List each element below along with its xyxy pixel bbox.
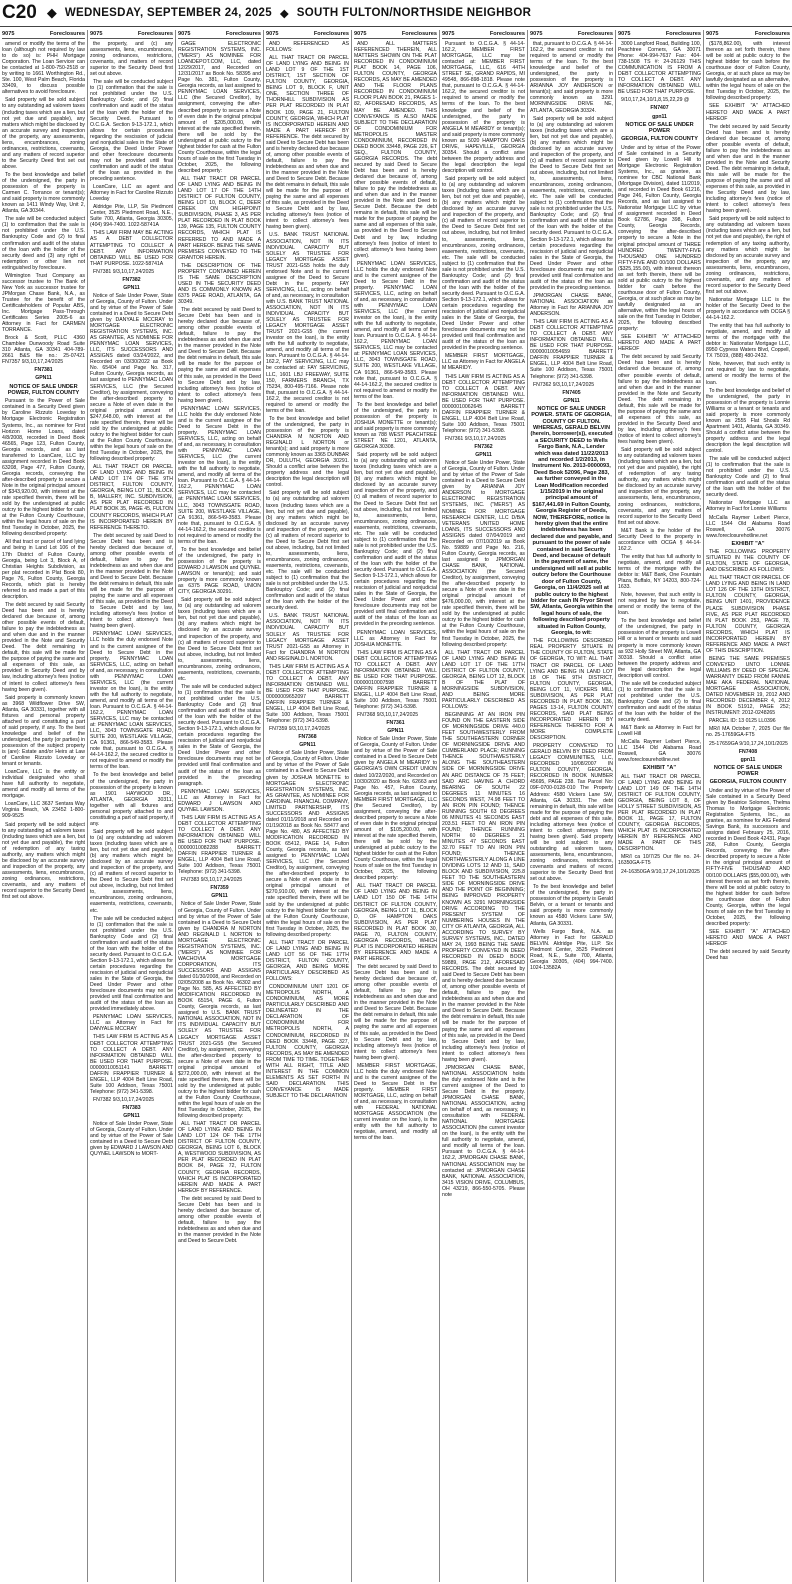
notice-paragraph: Said property will be sold subject to (a) any outstanding ad valorem taxes (including taxes which are a lien, but not yet due and payable), (b) any matters which might be disclosed by an accurate survey and inspection of the property, and (c) all matters of record superior to the Deed to Secure Debt first set out above, including, but not limited to, assessments, liens, encumbrances, zoning ordinances, easements, restrictions, covenants, etc. [178,597,261,682]
notice-paragraph: THE DESCRIPTION OF THE PROPERTY CONTAINED HEREIN IS THE SAME DESCRIPTION USED IN THE SECURITY DEED AND IS COMMONLY KNOWN AS 6375 PAGE ROAD, ATLANTA, GA 30349. [178,262,261,305]
notice-paragraph: The sale will be conducted subject to (1) confirmation that the sale is not prohibited under the U.S. Bankruptcy Code; and (2) final confirmation and audit of the status of the loan with the holder of the Security Deed. Pursuant to O.C.G.A. Section 9-13-172.1, which allows for certain procedures regarding the rescission of judicial and nonjudicial sales in the State of Georgia, the Deed Under Power and other foreclosure documents may not be provided until final confirmation and audit of the status of the loan as provided in the preceding sentence. [90,79,173,183]
notice-paragraph: Notice of Sale Under Power, State of Georgia, County of Fulton. Under and by virtue of the Power of Sale contained in a Deed to Secure Debt given by DANYALE MCCRAY to MORTGAGE ELECTRONIC REGISTRATION SYSTEMS, INC. AS GRANTEE, AS NOMINEE FOR PENNYMAC LOAN SERVICES, LLC, ITS SUCCESSORS AND ASSIGNS dated 03/24/2022, and Recorded on 03/30/2022 as Book No. 65404 and Page No. 317, Fulton County, Georgia records, as last assigned to PENNYMAC LOAN SERVICES, LLC (the Secured Creditor), by assignment, conveying the after-described property to secure a Note of even date in the original principal amount of $247,648.00, with interest at the rate specified therein, there will be sold by the undersigned at public outcry to the highest bidder for cash at the Fulton County Courthouse, within the legal hours of sale on the first Tuesday in October, 2025, the following described property: [90,292,173,463]
notice-paragraph: ALL THAT TRACT OR PARCEL OF LAND LYING AND BEING IN LAND LOT 174 OF THE 9TH DISTRICT, FULTON COUNTY, GEORGIA, BEING LOT 11, BLOCK B, MALLERY, INC. SUBDIVISION, AS PER PLAT RECORDED IN PLAT BOOK 35, PAGE 45, FULTON COUNTY RECORDS, WHICH PLAT IS INCORPORATED HEREIN BY REFERENCE THERETO. [90,464,173,531]
notice-paragraph: FN7381 9/3,10,17,24/2025 [93,268,155,275]
column-body [530,41,613,971]
notice-title: GEORGIA, FULTON COUNTY [621,136,698,143]
page-number: C20 [2,2,37,23]
notice-paragraph: To the best knowledge and belief of the undersigned, the party in possession of the property is CHANDRA M NORTON AND REGINALD L NORTON or tenant(s); and said property is more commonly known as 3365 DUNBAR DR, DULUTH, GEORGIA 30291. Should a conflict arise between the property address and the legal description the legal description will control. [266,415,349,489]
notice-paragraph: Said property will be sold subject to any outstanding ad valorem taxes (including taxes which are a lien, but not yet due and payable), the right of redemption of any taxing authority, any matters which might be disclosed by an accurate survey and inspection of the property, any assessments, liens, encumbrances, zoning ordinances, restrictions, covenants, and any matters of record superior to the Security Deed first set out above. [706,216,790,295]
notice-paragraph: FN7383 9/3,10,17,24/2025 [181,877,243,884]
diamond-icon: ◆ [46,5,57,20]
notice-paragraph: MEMBER FIRST MORTGAGE, LLC holds the duly endorsed Note and is the current assignee of the Deed to Secure Debt in the property. MEMBER FIRST MORTGAGE, LLC, acting on behalf of and, as necessary, in consultation with FEDERAL NATIONAL MORTGAGE ASSOCIATION (the current investor on the loan), is the entity with the full authority to negotiate, amend, and modify all terms of the loan. [354,1062,437,1142]
notice-id: FN7362 [474,444,493,451]
column-body [354,41,437,1141]
notice-paragraph: THIS LAW FIRM IS ACTING AS A DEBT COLLECTOR ATTEMPTING TO COLLECT A DEBT. ANY INFORMATION OBTAINED WILL BE USED FOR THAT PURPOSE. 00000010051141 BARRETT DAFFIN FRAPPIER TURNER & ENGEL, LLP 4004 Belt Line Road, Suite 100 Addison, Texas 75001 Telephone: (972) 341-5398. [90,1034,173,1095]
notice-paragraph: THE FOLLOWING DESCRIBED REAL PROPERTY SITUATE IN THE COUNTY OF FULTON, STATE OF GEORGIA, TO WIT: ALL THAT TRACT OR PARCEL OF LAND LYING AND BEING IN LAND LOT 18 OF THE 9TH DISTRICT, FULTON COUNTY, GEORGIA, BEING LOT 11, VICKERS MILL SUBDIVISION, AS PER PLAT RECORDED IN PLAT BOOK 136, PAGES 13-14, FULTON COUNTY RECORDS, SAID PLAT BEING INCORPORATED HEREIN BY REFERENCE THERETO FOR A MORE COMPLETE DESCRIPTION. [530,638,613,742]
notice-paragraph: To the best knowledge and belief of the undersigned, the party in possession of the property is Gerald Belvin, or a tenant or tenants and said property is more commonly known as 4580 Vickers Lane SW, Atlanta, GA 30331. [530,884,613,927]
column-header [442,30,525,39]
notice-paragraph: BEGINNING AT AN IRON PIN FOUND ON THE EASTERN SIDE OF MORNINGSIDE DRIVE 440.0 FEET SOUTHWESTERLY FROM THE SOUTHEASTERN CORNER OF MORNINGSIDE DRIVE AND CUMBERLAND PLACE; RUNNING THENCE SOUTHWESTERLY ALONG THE SOUTHEASTERN SIDE OF MORNINGSIDE DRIVE AN ARC DISTANCE OF 75 FEET; SAID ARC HAVING A CHORD BEARING OF SOUTH 22 DEGREES 11 MINUTES 16 SECONDS WEST, 74.98 FEET TO AN IRON PIN FOUND; THENCE RUNNING SOUTH 63 DEGREES 06 MINUTES 41 SECONDS EAST 203.51 FEET TO AN IRON PIN FOUND; THENCE RUNNING NORTH 60 DEGREES 21 MINUTES 47 SECONDS EAST 32.70 FEET TO AN IRON PIN FOUND; THENCE NORTHWESTERLY ALONG A LINE DIVIDING LOTS 12 AND 11, SAID BLOCK AND SUBDIVISION, 225.8 FEET TO THE SOUTHEASTERN SIDE OF MORNINGSIDE DRIVE AND THE POINT OF BEGINNING; BEING IMPROVED PROPERTY KNOWN AS 3291 MORNINGSIDE DRIVE ACCORDING TO THE PRESENT SYSTEM OF NUMBERING HOUSES IN THE CITY OF ATLANTA, GEORGIA, ALL ACCORDING TO SURVEY BY SURVEY SYSTEMS, INC., DATED MAY 24, 1993 BEING THE SAME PROPERTY CONVEYED IN DEED RECORDED IN DEED BOOK 59889, PAGE 212, AFORESAID RECORDS. The debt secured by said Deed to Secure Debt has been and is hereby declared due because of, among other possible events of default, failure to pay the indebtedness as and when due and in the manner provided in the Note and Deed to Secure Debt. Because the debt remains in default, this sale will be made for the purpose of paying the same and all expenses of this sale, as provided in the Deed to Secure Debt and by law, including attorney's fees (notice of intent to collect attorney's fees having been given). [442,712,525,1063]
category-code: 9075 [90,31,103,37]
category-code: 9075 [178,31,191,37]
column-body [178,41,261,1244]
notice-paragraph: LoanCare, LLC 3637 Sentara Way Virginia Beach, VA 23452 1-800-909-9525 [2,801,85,820]
notice-paragraph: ALL THAT TRACT OR PARCEL OF LAND LYING AND BEING IN LAND LOT 124 OF THE 17TH DISTRICT OF FULTON COUNTY, GEORGIA, BEING LOT 6, BLOCK A, WESTWOOD SUBDIVISION, AS PER PLAT RECORDED IN PLAT BOOK 84, PAGE 72, FULTON COUNTY, GEORGIA RECORDS, WHICH PLAT IS INCORPORATED HEREIN AND MADE A PART HEREOF BY REFERENCE. [178,1121,261,1194]
notice-paragraph: JPMORGAN CHASE BANK, NATIONAL ASSOCIATION as Attorney in Fact for ARIANNA JOY ANDERSON. [530,292,613,318]
column-header [354,30,437,39]
notice-paragraph: FN7362 9/3,10,17,24/2025 [533,381,595,388]
notice-paragraph: Wilmington Trust Company as successor trustee to The Bank of New York as successor trustee for JPMorgan Chase Bank, N.A., as Trustee for the benefit of the Certificateholders of Popular ABS, Inc. Mortgage Pass-Through Certificates Series 2005-6 as Attorney in Fact for CARMEN TORRANCE. [2,272,85,334]
notice-id: gpn11 [652,113,667,120]
notice-column [528,30,616,1582]
notice-paragraph: The debt secured by said Deed to Secure Debt has been and is hereby declared due because of, among other possible events of default, failure to pay the indebtedness as and when due and in the manner provided in the Note and Deed to Secure Debt. Because the debt remains in default, this sale will be made for the purpose of paying the same and all expenses of this sale, as provided in the Deed to Secure Debt and by law, including attorney's fees (notice of intent to collect attorney's fees having been given). [354,963,437,1061]
notice-paragraph: M&T Bank as Attorney in Fact for Lowell Hill [618,725,701,738]
notice-paragraph: Said property will be sold subject to (a) any outstanding ad valorem taxes (including taxes which are a lien, but not yet due and payable), (b) any matters which might be disclosed by an accurate survey and inspection of the property, and (c) all matters of record superior to the Deed to Secure Debt first set out above, including, but not limited to, assessments, liens, encumbrances, zoning ordinances, easements, restrictions, covenants, etc. The sale will be conducted subject to (1) confirmation that the sale is not prohibited under the U.S. Bankruptcy Code; and (2) final confirmation and audit of the status of the loan with the holder of the security deed. Pursuant to O.C.G.A. Section 9-13-172.1, which allows for certain procedures regarding the rescission of judicial and nonjudicial sales in the State of Georgia, the Deed Under Power and other foreclosure documents may not be provided until final confirmation and audit of the status of the loan as provided in the preceding sentence. [530,115,613,291]
category-label: Foreclosures [754,31,790,37]
notice-paragraph: FN7382 9/3,10,17,24/2025 [93,1096,155,1103]
notice-column [264,30,352,1582]
notice-paragraph: THIS LAW FIRM IS ACTING AS A DEBT COLLECTOR ATTEMPTING TO COLLECT A DEBT. ANY INFORMATION OBTAINED WILL BE USED FOR THAT PURPOSE. 00000010054659 BARRETT DAFFIN FRAPPIER TURNER & ENGEL, LLP 4004 Belt Line Road, Suite 100 Addison, Texas 75001 Telephone: (972) 341-5398. [530,319,613,380]
notice-paragraph: The sale will be conducted subject (1) to confirmation that the sale is not prohibited under the U.S. Bankruptcy Code and (2) to final confirmation and audit of the status of the loan with the holder of the security deed. [706,456,790,499]
notice-paragraph: Said property will be sold subject to (a) any outstanding ad valorem taxes (including taxes which are a lien, but not yet due and payable), (b) any matters which might be disclosed by an accurate survey and inspection of the property, and (c) all matters of record superior to the Deed to Secure Debt first set out above, including, but not limited to, assessments, liens, encumbrances, zoning ordinances, easements, restrictions, covenants, etc. The sale will be conducted subject to (1) confirmation that the sale is not prohibited under the U.S. Bankruptcy Code; and (2) final confirmation and audit of the status of the loan with the holder of the security deed. Pursuant to O.C.G.A. Section 9-13-172.1, which allows for certain procedures regarding the rescission of judicial and nonjudicial sales in the State of Georgia, the Deed Under Power and other foreclosure documents may not be provided until final confirmation and audit of the status of the loan as provided in the preceding sentence. [354,452,437,628]
notice-id: FN7405 [562,389,581,396]
notice-paragraph: PARCEL ID: 13 0125 LL0396 [709,718,776,725]
notice-column [176,30,264,1582]
diamond-separator-icon: ◆ [279,8,289,20]
column-body [2,41,85,900]
notice-paragraph: THIS LAW FIRM MAY BE ACTING AS A DEBT COLLECTOR ATTEMPTING TO COLLECT A DEBT. ANY INFORMATION OBTAINED WILL BE USED FOR THAT PURPOSE. 1022-58741A [90,230,173,267]
notice-paragraph: 24-16350GA 9/10,17,24,10/1/2025 [621,868,700,875]
notice-id: GPN11 [35,375,52,382]
notice-paragraph: Notice of Sale Under Power, State of Georgia, County of Fulton. Under and by virtue of the Power of Sale contained in a Deed to Secure Debt given by EDWARD J LAWSON AND QUYNEL LAWSON to MORT- [90,1121,173,1158]
notice-paragraph: SEE EXHIBIT "A" ATTACHED HERETO AND MADE A PART HEREOF [618,334,701,353]
column-body [90,41,173,1157]
notice-paragraph: JPMORGAN CHASE BANK, NATIONAL ASSOCIATION holds the duly endorsed Note and is the current assignee of the Deed to Secure Debt in the property. JPMORGAN CHASE BANK, NATIONAL ASSOCIATION, acting on behalf of and, as necessary, in consultation with FEDERAL NATIONAL MORTGAGE ASSOCIATION (the current investor on the loan), is the entity with the full authority to negotiate, amend, and modify all terms of the loan. Pursuant to O.C.G.A. § 44-14-162.2, JPMORGAN CHASE BANK, NATIONAL ASSOCIATION may be contacted at: JPMORGAN CHASE BANK, NATIONAL ASSOCIATION, 3415 VISION DRIVE, COLUMBUS, OH 43219, 866-550-5705. Please note [442,1064,525,1198]
notice-id: FN7382 [122,276,141,283]
notice-paragraph: The sale will be conducted subject to (1) confirmation that the sale is not prohibited under the U.S. Bankruptcy Code and (2) final confirmation and audit of the status of the loan with the holder of the security deed. Pursuant to O.C.G.A. Section 9-13-172.1, which allows for certain procedures regarding the rescission of judicial and nonjudicial sales in the State of Georgia, the Deed Under Power and other foreclosure documents may not be provided until final confirmation and audit of the status of the loan as provided immediately above. [90,915,173,1013]
notice-paragraph: SEE EXHIBIT "A" ATTACHED HERETO AND MADE A PART HEREOF [706,103,790,122]
notice-id: FN7361 [386,720,405,727]
notice-column [0,30,88,1582]
notice-paragraph: Notice of Sale Under Power, State of Georgia, County of Fulton. Under and by virtue of the Power of Sale contained in a Deed to Secure Debt given by CHANDRA M NORTON AND REGINALD L NORTON to MORTGAGE ELECTRONIC REGISTRATION SYSTEMS, INC. ("MERS") AS NOMINEE FOR WACHOVIA MORTGAGE CORPORATION, ITS SUCCESSORS AND ASSIGNS dated 01/30/2008, and Recorded on 02/05/2008 as Book No. 46302 and Page No. 585, AS AFFECTED BY MODIFICATION RECORDED IN BOOK 65154, PAGE 6, Fulton County, Georgia records, as last assigned to U.S. BANK TRUST NATIONAL ASSOCIATION, NOT IN ITS INDIVIDUAL CAPACITY BUT SOLELY AS TRUSTEE FOR LEGACY MORTGAGE ASSET TRUST 2021-GS5 (the Secured Creditor), by assignment, conveying the after-described property to secure a Note of even date in the original principal amount of $272,000.00, with interest at the rate specified therein, there will be sold by the undersigned at public outcry to the highest bidder for cash at the Fulton County Courthouse, within the legal hours of sale on the first Tuesday in October, 2025, the following described property: [178,901,261,1120]
category-code: 9075 [2,31,15,37]
notice-title: GEORGIA, FULTON COUNTY [709,779,787,786]
category-label: Foreclosures [49,31,85,37]
notice-paragraph: U.S. BANK TRUST NATIONAL ASSOCIATION, NOT IN ITS INDIVIDUAL CAPACITY BUT SOLELY AS TRUSTEE FOR LEGACY MORTGAGE ASSET TRUST 2021-GS5 holds the duly endorsed Note and is the current assignee of the Deed to Secure Debt in the property. FAY SERVICING, LLC, acting on behalf of and, as necessary, in consultation with U.S. BANK TRUST NATIONAL ASSOCIATION, NOT IN ITS INDIVIDUAL CAPACITY BUT SOLELY AS TRUSTEE FOR LEGACY MORTGAGE ASSET TRUST 2021-GS5 (the current investor on the loan), is the entity with the full authority to negotiate, amend, and modify all terms of the loan. Pursuant to O.C.G.A. § 44-14-162.2, FAY SERVICING, LLC may be contacted at: FAY SERVICING, LLC, 1601 LBJ FREEWAY, SUITE 150, FARMERS BRANCH, TX 75234, 800-495-7166. Please note that, pursuant to O.C.G.A. § 44-14-162.2, the secured creditor is not required to amend or modify the terms of the loan. [266,232,349,414]
notice-title: EXHIBIT "A" [731,540,765,547]
notice-paragraph: Pursuant to O.C.G.A. § 44-14-162.2, MEMBER FIRST MORTGAGE, LLC may be contacted at: MEMBER FIRST MORTGAGE, LLC, 616 44TH STREET SE, GRAND RAPIDS, MI 49548, 866-898-1818. Please note that, pursuant to O.C.G.A. § 44-14-162.2, the secured creditor is not required to amend or modify the terms of the loan. To the best knowledge and belief of the undersigned, the party in possession of the property is ANGELA M MEARIDY or tenant(s); and said property is more commonly known as 5020 HAMPTON OAKS DRIVE, HAPEVILLE, GEORGIA 30354. Should a conflict arise between the property address and the legal description the legal description will control. [442,41,525,174]
notice-paragraph: Said property will be sold subject to any outstanding ad valorem taxes (including taxes which are a lien, but not yet due and payable), the right of redemption of any taxing authority, any matters which might be disclosed by an accurate survey and inspection of the property, any assessments, liens, encumbrances, zoning ordinances, restrictions, covenants, and any matters of record superior to the Security Deed first set out above. [2,821,85,901]
notice-paragraph: Notice of Sale Under Power, State of Georgia, County of Fulton. Under and by virtue of the Power of Sale contained in a Deed to Secure Debt given by ANGELA M MEARIDY to GEORGIA'S OWN CREDIT UNION dated 10/22/2020, and Recorded on 10/30/2020 as Book No. 62663 and Page No. 457, Fulton County, Georgia records, as last assigned to MEMBER FIRST MORTGAGE, LLC (the Secured Creditor), by assignment, conveying the after-described property to secure a Note of even date in the original principal amount of $105,200.00, with interest at the rate specified therein, there will be sold by the undersigned at public outcry to the highest bidder for cash at the Fulton County Courthouse, within the legal hours of sale on the first Tuesday in October, 2025, the following described property: [354,736,437,882]
category-label: Foreclosures [401,31,437,37]
notice-paragraph: CONDOMINIUM UNIT 1201 OF METROPOLIS NORTH, A CONDOMINIUM, AS MORE PARTICULARLY DESCRIBED AND DELINEATED IN THE DECLARATION OF CONDOMINIUM FOR METROPOLIS NORTH, A CONDOMINIUM, RECORDED IN DEED BOOK 33448, PAGE 327, FULTON COUNTY, GEORGIA RECORDS, AS MAY BE AMENDED FROM TIME TO TIME. TOGETHER WITH ALL RIGHT, TITLE AND INTEREST IN THE COMMON ELEMENTS AS SET FORTH IN SAID DECLARATION. THIS CONVEYANCE IS MADE SUBJECT TO THE DECLARATION [266,984,349,1099]
notice-paragraph: The entity that has full authority to negotiate, amend, and modify all terms of the mortgage with the debtor is: Nationstar Mortgage LLC, 8950 Cypress Waters Blvd, Coppell, TX 75019, (888) 480-2432. [706,323,790,360]
notice-title: NOTICE OF SALE UNDER POWER [625,121,694,134]
notice-paragraph: PENNYMAC LOAN SERVICES, LLC as Attorney in Fact for DANYALE MCCRAY [90,1014,173,1033]
notice-paragraph: McCalla Raymer Leibert Pierce, LLC 1544 Old Alabama Road Roswell, GA 30076 www.foreclosurehotline.net [618,739,701,764]
notice-paragraph: Note, however, that such entity is not required by law to negotiate, amend or modify the terms of the loan. [618,592,701,617]
notice-id: GPN11 [475,452,492,459]
notice-paragraph: To the best knowledge and belief of the undersigned, the party in possession of the property is Lonnie Williams or a tenant or tenants and said property is more commonly known as 2555 Flat Shoals Rd Apartment 1401, Atlanta, GA 30349. Should a conflict arise between the property address and the legal description the legal description will control. [706,387,790,455]
notice-paragraph: Wells Fargo Bank, N.A. as Attorney in Fact for GERALD BELVIN. Aldridge Pite, LLP. Six Piedmont Center, 3525 Piedmont Road, N.E., Suite 700, Atlanta, Georgia 30305, (404) 994-7400. 1024-13582A [530,928,613,971]
legal-notice-columns [0,30,792,1582]
notice-paragraph: The debt secured by said Deed to Secure Debt has been and is hereby declared due because of, among other possible events of default, failure to pay the indebtedness as and when due and in the manner provided in the Note and Deed to Secure Debt. [178,1195,261,1245]
notice-paragraph: LoanCare, LLC is the entity or individual designated who shall have full authority to negotiate, amend and modify all terms of the mortgage. [2,769,85,800]
notice-id: GPN11 [299,742,316,749]
issue-date: WEDNESDAY, SEPTEMBER 24, 2025 [64,7,272,19]
notice-paragraph: Said property will be sold subject to (a) any outstanding ad valorem taxes (including taxes which are a lien, but not yet due and payable), (b) any matters which might be disclosed by an accurate survey and inspection of the property, and (c) all matters of record superior to the Deed to Secure Debt first set out above, including, but not limited to, assessments, liens, encumbrances, zoning ordinances, easements, restrictions, covenants, etc. The sale will be conducted subject to (1) confirmation that the sale is not prohibited under the U.S. Bankruptcy Code; and (2) final confirmation and audit of the status of the loan with the holder of the security deed. [266,490,349,612]
notice-paragraph: ALL THAT TRACT OR PARCEL OF LAND LYING AND BEING IN LAND LOT 9 OF THE 1ST DISTRICT, 1ST SECTION OF FULTON COUNTY, GEORGIA, BEING LOT 9, BLOCK F, UNIT ONE, SECTION THREE OF THORNHILL SUBDIVISION AS PER PLAT RECORDED IN PLAT BOOK 109, PAGE 21, FULTON COUNTY, GEORGIA, WHICH PLAT IS INCORPORATED HEREIN AND MADE A PART HEREOF BY REFERENCE. The debt secured by said Deed to Secure Debt has been and is hereby declared due because of, among other possible events of default, failure to pay the indebtedness as and when due and in the manner provided in the Note and Deed to Secure Debt. Because the debt remains in default, this sale will be made for the purpose of paying the same and all expenses of this sale, as provided in the Deed to Secure Debt and by law, including attorney's fees (notice of intent to collect attorney's fees having been given). [266,55,349,231]
notice-paragraph: M&T Bank is the holder of the Security Deed to the property in accordance with OCGA § 44-14-162.2. [618,527,701,552]
column-header [178,30,261,39]
notice-paragraph: To the best knowledge and belief of the undersigned, the party in possession of the property is Carmen C. Torrance or tenant(s); and said property is more commonly known as 1411 Windy Way, Unit 2, Atlanta, GA 30344. [2,171,85,215]
notice-paragraph: ALL THAT TRACT OR PARCEL OF LAND LYING AND BEING IN LAND LOT 56 OF THE 17TH DISTRICT, FULTON COUNTY, GEORGIA, AND BEING MORE PARTICULARLY DESCRIBED AS FOLLOWS: [266,939,349,983]
notice-paragraph: SEE EXHIBIT "A" ATTACHED HERETO AND MADE A PART HEREOF [706,928,790,948]
notice-paragraph: the property, and (c) any assessments, liens, encumbrances, zoning ordinances, restrictions, covenants, and matters of record superior to the Security Deed first set out above. [90,41,173,78]
notice-paragraph: ALL THAT TRACT OR PARCEL OF LAND LYING AND BEING IN LAND LOT 126 OF THE 13TH DISTRICT, FULTON COUNTY, GEORGIA, BEING UNIT 1401, PROVIDENCE PLACE SUBDIVISION PHASE FIVE, AS PER PLAT RECORDED IN PLAT BOOK 253, PAGE 78, FULTON COUNTY, GEORGIA RECORDS, WHICH PLAT IS INCORPORATED HEREIN BY REFERENCE AND MADE A PART OF THIS DESCRIPTION. [706,575,790,654]
notice-column [616,30,704,1582]
notice-paragraph: Notice of Sale Under Power, State of Georgia, County of Fulton. Under and by virtue of the Power of Sale contained in a Deed to Secure Debt given by ARIANNA JOY ANDERSON to MORTGAGE ELECTRONIC REGISTRATION SYSTEMS, INC. ("MERS") AS NOMINEE FOR MORTGAGE RESEARCH CENTER, LLC D/B/A VETERANS UNITED HOME LOANS, ITS SUCCESSORS AND ASSIGNS dated 07/04/2019 and Recorded on 07/10/2019 as Book No. 59889 and Page No. 216, Fulton County, Georgia records, as last assigned to JPMORGAN CHASE BANK, NATIONAL ASSOCIATION (the Secured Creditor), by assignment, conveying the after-described property to secure a Note of even date in the original principal amount of $476,000.00, with interest at the rate specified therein, there will be sold by the undersigned at public outcry to the highest bidder for cash at the Fulton County Courthouse, within the legal hours of sale on the first Tuesday in October, 2025, the following described property: [442,460,525,648]
notice-paragraph: ALL THAT TRACT OR PARCEL OF LAND LYING AND BEING IN LAND LOT 149 OF THE 14TH DISTRICT OF FULTON COUNTY, GEORGIA, BEING LOT 8, OF HOLLY STREET SUBDIVISION, AS PER PLAT RECORDED IN PLAT BOOK 11, PAGE 17, FULTON COUNTY, GEORGIA RECORDS, WHICH PLAT IS INCORPORATED HEREIN BY REFERENCE AND MADE A PART OF THIS DESCRIPTION. [618,773,701,853]
notice-paragraph: To the best knowledge and belief of the undersigned, the party in possession of the property is known as 1901 HAYWOOD DR., ATLANTA, GEORGIA 30311, together with all fixtures and personal property attached to and constituting a part of said property, if any. [90,772,173,827]
notice-paragraph: The debt secured by said Security Deed has been and is hereby declared due because of, among other possible events of default, failure to pay the indebtedness as and when due and in the manner provided in the Note and Security Deed. The debt remaining in default, this sale will be made for the purpose of paying the same and all expenses of this sale, as provided in the Security Deed and by law, including attorney's fees (notice of intent to collect attorney's fees having been given). [618,354,701,446]
category-label: Foreclosures [665,31,701,37]
notice-paragraph: The debt secured by said Security Deed has been and is hereby declared due because of, among other possible events of default, failure to pay the indebtedness as and when due and in the manner provided in the Note and Security Deed. The debt remaining in default, this sale will be made for the purpose of paying the same and all expenses of this sale, as provided in the Security Deed and by law, including attorney's fees (notice of intent to collect attorney's fees having been given). [706,123,790,215]
notice-paragraph: Nationstar Mortgage LLC as Attorney in Fact for Lonnie Williams [706,500,790,513]
category-code: 9075 [706,31,719,37]
column-body [266,41,349,1099]
column-header [530,30,613,39]
notice-paragraph: 3000 Langford Road, Building 100, Peachtree Corners, GA 30071 Phone: 404-994-7637 Fax: 404-738-1508 TS #: 24-26129 THIS COMMUNICATION IS FROM A DEBT COLLECTOR ATTEMPTING TO COLLECT A DEBT. ANY INFORMATION OBTAINED WILL BE USED FOR THAT PURPOSE. [618,41,701,96]
notice-paragraph: GAGE ELECTRONIC REGISTRATION SYSTEMS, INC. ("MERS") AS NOMINEE FOR LOANDEPOT.COM, LLC, dated 12/29/2017, and Recorded on 12/31/2017 as Book No. 58395 and Page No. 381, Fulton County, Georgia records, as last assigned to PENNYMAC LOAN SERVICES, LLC (the Secured Creditor), by assignment, conveying the after-described property to secure a Note of even date in the original principal amount of $205,000.00, with interest at the rate specified therein, there will be sold by the undersigned at public outcry to the highest bidder for cash at the Fulton County Courthouse, within the legal hours of sale on the first Tuesday in October, 2025, the following described property: [178,41,261,174]
notice-paragraph: THIS LAW FIRM IS ACTING AS A DEBT COLLECTOR ATTEMPTING TO COLLECT A DEBT. ANY INFORMATION OBTAINED WILL BE USED FOR THAT PURPOSE. 00000010062645 BARRETT DAFFIN FRAPPIER TURNER & ENGEL, LLP 4004 Belt Line Road, Suite 100 Addison, Texas 75001 Telephone: (972) 341-5398. [442,373,525,434]
notice-id: GPN11 [123,1113,140,1120]
notice-paragraph: The sale will be conducted subject to (1) confirmation that the sale is not prohibited under the U.S. Bankruptcy Code and (2) final confirmation and audit of the status of the loan with the holder of the security deed. Pursuant to O.C.G.A. Section 9-13-172.1, which allows for certain procedures regarding the rescission of judicial and nonjudicial sales in the State of Georgia, the Deed Under Power and other foreclosure documents may not be provided until final confirmation and audit of the status of the loan as provided in the preceding paragraph. [178,683,261,787]
notice-paragraph: The debt secured by said Deed to Secure Debt has been and is hereby declared due because of, among other possible events of default, failure to pay the indebtedness as and when due and in the manner provided in the Note and Deed to Secure Debt. Because the debt remains in default, this sale will be made for the purpose of paying the same and all expenses of this sale, as provided in the Deed to Secure Debt and by law, including attorney's fees (notice of intent to collect attorney's fees having been given). [178,307,261,404]
column-header [2,30,85,39]
notice-paragraph: Notice of Sale Under Power, State of Georgia, County of Fulton. Under and by virtue of the Power of Sale contained in a Deed to Secure Debt given by JOSHUA MONETTE to MORTGAGE ELECTRONIC REGISTRATION SYSTEMS, INC. AS GRANTEE, AS NOMINEE FOR CARDINAL FINANCIAL COMPANY, LIMITED PARTNERSHIP, ITS SUCCESSORS AND ASSIGNS dated 01/11/2018 and Recorded on 01/19/2018 as Book No. 58477 and Page No. 480, AS AFFECTED BY MODIFICATION RECORDED IN BOOK 65412, PAGE 14, Fulton County, Georgia records, as last assigned to PENNYMAC LOAN SERVICES, LLC (the Secured Creditor), by assignment, conveying the after-described property to secure a Note of even date in the original principal amount of $270,910.00, with interest at the rate specified therein, there will be sold by the undersigned at public outcry to the highest bidder for cash at the Fulton County Courthouse, within the legal hours of sale on the first Tuesday in October, 2025, the following described property: [266,750,349,938]
notice-id: FN7368 [298,734,317,741]
notice-paragraph: that, pursuant to O.C.G.A. § 44-14-162.2, the secured creditor is not required to amend or modify the terms of the loan. To the best knowledge and belief of the undersigned, the party in possession of the property is ARIANNA JOY ANDERSON or tenant(s); and said property is more commonly known as 3291 MORNINGSIDE DRIVE NE, ATLANTA, GEORGIA 30324. [530,41,614,114]
notice-id: GPN11 [211,893,228,900]
notice-title: NOTICE OF SALE UNDER POWER, FULTON COUNTY [7,383,80,396]
notice-paragraph: Brock & Scott, PLLC 4360 Chamblee Dunwoody Road Suite 310 Atlanta, GA 30341 404-789-2661 B&S file no.: 25-07421 FN7357 9/3,10,17,24/2025 [2,335,85,366]
notice-paragraph: All that tract or parcel of land lying and being in Land Lot 106 of the 17th District of Fulton County, Georgia, being Lot 3, Block A, of Christian Heights Subdivision, as per plat recorded in Plat Book 80, Page 76, Fulton County, Georgia Records, which plat is hereby referred to and made a part of this description. [2,539,85,600]
notice-paragraph: LoanCare, LLC as agent and Attorney in Fact for Caroline Rizzuto Loveday [90,184,173,203]
notice-paragraph: BEING THE SAME PREMISES CONVEYED UNTO LONNIE WILLIAMS BY DEED OF SPECIAL WARRANTY DEED FROM FANNIE MAE AKA FEDERAL NATIONAL MORTGAGE ASSOCIATION, DATED NOVEMBER 19, 2012 AND RECORDED DECEMBER 4, 2012 IN BOOK 51912, PAGE 252; INSTRUMENT: 2012-0248265 [706,655,790,717]
notice-paragraph: To the best knowledge and belief of the undersigned, the party in possession of the property is Lowell Hill or a tenant or tenants and said property is more commonly known as 932 Holly Street NW, Atlanta, GA 30318. Should a conflict arise between the property address and the legal description the legal description will control. [618,618,701,679]
masthead [0,0,792,27]
category-label: Foreclosures [577,31,613,37]
category-label: Foreclosures [313,31,349,37]
column-header [618,30,701,39]
notice-column [352,30,440,1582]
notice-column [88,30,176,1582]
notice-paragraph: U.S. BANK TRUST NATIONAL ASSOCIATION, NOT IN ITS INDIVIDUAL CAPACITY BUT SOLELY AS TRUSTEE FOR LEGACY MORTGAGE ASSET TRUST 2021-GS5 as Attorney in Fact for CHANDRA M NORTON AND REGINALD L NORTON. [266,613,349,662]
notice-paragraph: AND ALL MATTERS REFERENCED THEREIN, ALL MATTERS SHOWN ON THE PLAT RECORDED IN CONDOMINIUM PLAT BOOK 14, PAGE 106, FULTON COUNTY, GEORGIA RECORDS, AS MAY BE AMENDED AND THE FLOOR PLANS RECORDED IN CONDOMINIUM FLOOR PLAN BOOK 21, PAGES 1-82, AFORESAID RECORDS, AS MAY BE AMENDED. THIS CONVEYANCE IS ALSO MADE SUBJECT TO THE DECLARATION OF CONDOMINIUM FOR METROPOLIS MASTER CONDOMINIUM, RECORDED IN DEED BOOK 33448, PAGE 226, ET SEQ., FULTON COUNTY, GEORGIA RECORDS. The debt secured by said Deed to Secure Debt has been and is hereby declared due because of, among other possible events of default, failure to pay the indebtedness as and when due and in the manner provided in the Note and Deed to Secure Debt. Because the debt remains in default, this sale will be made for the purpose of paying the same and all expenses of this sale, as provided in the Deed to Secure Debt and by law, including attorney's fees (notice of intent to collect attorney's fees having been given). [354,41,437,259]
notice-id: gpn11 [740,756,756,763]
notice-paragraph: THE FOLLOWING PROPERTY SITUATED IN THE COUNTY OF FULTON, STATE OF GEORGIA, AND DESCRIBED AS FOLLOWS: [706,549,790,574]
notice-id: FN7381 [34,367,53,374]
notice-id: FN7383 [122,1104,141,1111]
notice-paragraph: Said property will be sold subject to any outstanding ad valorem taxes (including taxes which are a lien, but not yet due and payable), any matters which might be disclosed by an accurate survey and inspection of the property, any assessments, liens, encumbrances, zoning ordinances, restrictions, covenants, and any matters of record superior to the Security Deed first set out above. [2,97,85,170]
notice-paragraph: 25-17659GA 9/10,17,24,10/1/2025 [709,740,788,747]
notice-id: FN7359 [210,885,229,892]
notice-paragraph: FN7359 9/3,10,17,24/2025 [269,726,331,733]
notice-paragraph: PENNYMAC LOAN SERVICES, LLC as Attorney in Fact for EDWARD J LAWSON AND QUYNEL LAWSON. [178,788,261,813]
column-body [442,41,525,1198]
notice-paragraph: To the best knowledge and belief of the undersigned, the party in possession of the property is JOSHUA MONETTE or tenant(s); and said property is more commonly known as 788 WEST PEACHTREE STREET NE 1201, ATLANTA, GEORGIA 30308. [354,401,437,451]
notice-paragraph: THIS LAW FIRM IS ACTING AS A DEBT COLLECTOR ATTEMPTING TO COLLECT A DEBT. ANY INFORMATION OBTAINED WILL BE USED FOR THAT PURPOSE. 00000010082288 BARRETT DAFFIN FRAPPIER TURNER & ENGEL, LLP 4004 Belt Line Road, Suite 100 Addison, Texas 75001 Telephone: (972) 341-5398. [178,814,261,876]
notice-paragraph: THIS LAW FIRM IS ACTING AS A DEBT COLLECTOR ATTEMPTING TO COLLECT A DEBT. ANY INFORMATION OBTAINED WILL BE USED FOR THAT PURPOSE. 00000009652097 BARRETT DAFFIN FRAPPIER TURNER & ENGEL, LLP 4004 Belt Line Road, Suite 100 Addison, Texas 75001 Telephone: (972) 341-5398. [266,663,349,725]
notice-paragraph: The debt secured by said Deed to Secure Debt has been and is hereby declared due because of, among other possible events of default, failure to pay the indebtedness as and when due and in the manner provided in the Note and Deed to Secure Debt. Because the debt remains in default, this sale will be made for the purpose of paying the same and all expenses of this sale, as provided in the Deed to Secure Debt and by law, including attorney's fees (notice of intent to collect attorney's fees having been given). [90,532,173,630]
notice-paragraph: Said property will be sold subject to (a) any outstanding ad valorem taxes (including taxes which are a lien, but not yet due and payable), (b) any matters which might be disclosed by an accurate survey and inspection of the property, and (c) all matters of record superior to the Deed to Secure Debt first set out above, including, but not limited to, assessments, liens, encumbrances, zoning ordinances, easements, restrictions, covenants, etc. [90,828,173,914]
notice-title: EXHIBIT "A" [643,765,676,772]
notice-paragraph: Said property is commonly known as 3968 Wildflower Drive SW, Atlanta, GA 30331, together with all fixtures and personal property attached to and constituting a part of said property, if any. To the best knowledge and belief of the undersigned, the party (or parties) in possession of the subject property is (are): Estate and/or Heirs at Law of Caroline Rizzuto Loveday or tenant or tenants. [2,694,85,768]
notice-paragraph: ($178,862.00), with interest thereon as set forth therein, there will be sold at public outcry to the highest bidder for cash before the courthouse door of Fulton County, Georgia, or at such place as may be lawfully designated as an alternative, within the legal hours of sale on the first Tuesday in October, 2025, the following described property: [706,41,791,102]
category-label: Foreclosures [225,31,261,37]
notice-paragraph: ALL THAT TRACT OR PARCEL OF LAND LYING AND BEING IN LAND LOT 17 OF THE 17TH DISTRICT OF FULTON COUNTY, GEORGIA, BEING LOT 12, BLOCK B OF THE PLAT OF MORNINGSIDE SUBDIVISION, AND BEING MORE PARTICULARLY DESCRIBED AS FOLLOWS: [442,649,525,711]
notice-title: NOTICE OF SALE UNDER POWER [713,764,783,778]
notice-title: NOTICE OF SALE UNDER POWER. STATE OF GEORGIA, COUNTY OF FULTON. WHEREAS, GERALD BELVIN (herein, borrower(s)), executed a SECURITY DEED to Wells Fargo Bank, N.A., Lender which was dated 11/22/2013 and recorded 1/2/2013, in Instrument No. 2013-0000093, Deed Book 52096, Page 283, as further conveyed in the Loan Modification recorded 1/15/2019 in the original principal amount of $167,441.69 in Fulton County, Georgia Register of Deeds, NOW, THEREFORE, notice is hereby given that the entire indebtedness has been declared due and payable, and pursuant to the power of sale contained in said Security Deed, and because of default in the payment of same, the undersigned will sell at public outcry before the Courthouse door of Fulton County, Georgia, on 11/4/2025 sell at public outcry to the highest bidder for cash IN Pryor Street SW, Atlanta, Georgia within the legal hours of sale, the following described property situated in Fulton County, Georgia, to wit: [530,405,613,636]
notice-paragraph: Said property will be sold subject to (a) any outstanding ad valorem taxes (including taxes which are a lien, but not yet due and payable), (b) any matters which might be disclosed by an accurate survey and inspection of the property, and (c) all matters of record superior to the Deed to Secure Debt first set out above, including, but not limited to, assessments, liens, encumbrances, zoning ordinances, easements, restrictions, covenants, etc. The sale will be conducted subject to (1) confirmation that the sale is not prohibited under the U.S. Bankruptcy Code; and (2) final confirmation and audit of the status of the loan with the holder of the security deed. Pursuant to O.C.G.A. Section 9-13-172.1, which allows for certain procedures regarding the rescission of judicial and nonjudicial sales in the State of Georgia, the Deed Under Power and other foreclosure documents may not be provided until final confirmation and audit of the status of the loan as provided in the preceding sentence. [442,176,525,352]
notice-paragraph: PENNYMAC LOAN SERVICES, LLC as Attorney in Fact for JOSHUA MONETTE. [354,629,437,648]
notice-paragraph: MR/I ca 10/7/25 Our file no. 24-16350GA-FT5 [618,854,701,867]
notice-paragraph: FN7368 9/3,10,17,24/2025 [357,712,419,719]
notice-paragraph: Said property will be sold subject to any outstanding ad valorem taxes (including taxes which are a lien, but not yet due and payable), the right of redemption of any taxing authority, any matters which might be disclosed by an accurate survey and inspection of the property, any assessments, liens, encumbrances, zoning ordinances, restrictions, covenants, and any matters of record superior to the Security Deed first set out above. [618,447,701,526]
notice-paragraph: Pursuant to the Power of Sale contained in a Security Deed given by Caroline Rizzuto Loveday to Mortgage Electronic Registration Systems, Inc., as nominee for First Horizon Home Loans, dated 4/8/2008, recorded in Deed Book 46565, Page 123, Fulton County, Georgia records, and as last transferred to LoanCare, LLC by assignment recorded in Deed Book 63208, Page 477, Fulton County, Georgia records, conveying the after-described property to secure a Note in the original principal amount of $343,920.00, with interest at the rate specified therein, there will be sold by the undersigned at public outcry to the highest bidder for cash at the Fulton County Courthouse, within the legal hours of sale on the first Tuesday in October, 2025, the following described property: [2,398,85,538]
notice-id: FN7407 [650,105,669,112]
notice-paragraph: PROPERTY CONVEYED TO GERALD BELVIN BY DEED FROM LEGACY COMMUNITIES, LLC, RECORDED 10/08/2007 IN FULTON COUNTY, GEORGIA, RECORDED IN BOOK NUMBER 45695, PAGE 238. Tax Parcel No: 09F-0700-0128-010 The Property Address: 4580 Vickers Lane SW, Atlanta, GA 30331. The debt remaining in default, this sale will be made for the purpose of paying the debt and all expenses of this sale, including attorneys fees (notice of intent to collect attorneys fees having been given). Said property will be sold subject to any outstanding ad valorem taxes, assessments, liens, encumbrances, zoning ordinances, restrictions, covenants and matters of record superior to the Security Deed first set out above. [530,743,613,883]
notice-paragraph: THIS LAW FIRM IS ACTING AS A DEBT COLLECTOR ATTEMPTING TO COLLECT A DEBT. ANY INFORMATION OBTAINED WILL BE USED FOR THAT PURPOSE. 00000010007598 BARRETT DAFFIN FRAPPIER TURNER & ENGEL, LLP 4004 Belt Line Road, Suite 100 Addison, Texas 75001 Telephone: (972) 341-5398. [354,649,437,711]
notice-paragraph: PENNYMAC LOAN SERVICES, LLC holds the duly endorsed Note and is the current assignee of the Deed to Secure Debt in the property. PENNYMAC LOAN SERVICES, LLC, acting on behalf of and, as necessary, in consultation with PENNYMAC LOAN SERVICES, LLC (the current investor on the loan), is the entity with the full authority to negotiate, amend, and modify all terms of the loan. Pursuant to O.C.G.A. § 44-14-162.2, PENNYMAC LOAN SERVICES, LLC may be contacted at: PENNYMAC LOAN SERVICES, LLC, 3043 TOWNSGATE ROAD, SUITE 200, WESTLAKE VILLAGE, CA 91361, 866-549-3583. Please note that, pursuant to O.C.G.A. § 44-14-162.2, the secured creditor is not required to amend or modify the terms of the loan. [354,260,437,400]
notice-paragraph: Under and by virtue of the Power of Sale contained in a Security Deed given by Lowell Hill to Mortgage Electronic Registration Systems, Inc., as grantee, as nominee for CBC National Bank (Mortgage Division), dated 11/2019, and recorded in Deed Book 61216, Page 246, Fulton County, Georgia Records, and as last assigned to Nationstar Mortgage LLC by virtue of assignment recorded in Deed Book 62786, Page 398, Fulton County, Georgia Records, conveying the after-described property to secure a Note in the original principal amount of THREE HUNDRED TWENTY-FIVE THOUSAND ONE HUNDRED FIFTY-FIVE AND 00/100 DOLLARS ($325,155.00), with interest thereon as set forth therein, there will be sold at public outcry to the highest bidder for cash before the courthouse door of Fulton County, Georgia, or at such place as may be lawfully designated as an alternative, within the legal hours of sale on the first Tuesday in October, 2025, the following described property: [618,144,701,333]
category-code: 9075 [442,31,455,37]
column-body [618,41,701,875]
notice-id: FN7408 [738,748,758,755]
notice-paragraph: AND REFERENCED AS FOLLOWS: [266,41,349,54]
column-header [90,30,173,39]
notice-paragraph: PENNYMAC LOAN SERVICES, LLC holds the duly endorsed Note and is the current assignee of the Deed to Secure Debt in the property. PENNYMAC LOAN SERVICES, LLC, acting on behalf of and, as necessary, in consultation with PENNYMAC LOAN SERVICES, LLC (the current investor on the loan), is the entity with the full authority to negotiate, amend, and modify all terms of the loan. Pursuant to O.C.G.A. § 44-14-162.2, PENNYMAC LOAN SERVICES, LLC may be contacted at: PENNYMAC LOAN SERVICES, LLC, 3043 TOWNSGATE ROAD, SUITE 200, WESTLAKE VILLAGE, CA 91361, 866-549-3583. Please note that, pursuant to O.C.G.A. § 44-14-162.2, the secured creditor is not required to amend or modify the terms of the loan. [90,631,173,771]
column-body [706,41,790,961]
notice-paragraph: Note, however, that such entity is not required by law to negotiate, amend or modify the terms of the loan. [706,361,790,386]
notice-paragraph: 9/10,17,24,10/1,8,15,22,29 @ [621,97,690,104]
notice-paragraph: The debt secured by said Security Deed has been and is hereby declared due because of, among other possible events of default, failure to pay the indebtedness as and when due and in the manner provided in the Note and Security Deed. The debt remaining in default, this sale will be made for the purpose of paying the same and all expenses of this sale, as provided in Security Deed and by law, including attorney's fees (notice of intent to collect attorney's fees having been given). [2,601,85,693]
notice-paragraph: Under and by virtue of the Power of Sale contained in a Security Deed given by Beatrice Solomon, Thelma Thomas to Mortgage Electronic Registration Systems, Inc., as grantee, as nominee for AIG Federal Savings Bank, its successors and assigns dated February 25, 2016, recorded in Deed Book 42431, Page 268, Fulton County, Georgia Records, conveying the after-described property to secure a Note in the original principal amount of FIFTY-FIVE THOUSAND AND 00/100 DOLLARS ($55,000.00), with interest thereon as set forth therein, there will be sold at public outcry to the highest bidder for cash before the courthouse door of Fulton County, Georgia, within the legal hours of sale on the first Tuesday in October, 2025, the following described property: [706,787,790,927]
category-code: 9075 [354,31,367,37]
column-header [706,30,790,39]
category-code: 9075 [530,31,543,37]
notice-paragraph: The sale will be conducted subject (1) to confirmation that the sale is not prohibited under the U.S. Bankruptcy Code and (2) to final confirmation and audit of the status of the loan with the holder of the security deed. [618,680,701,724]
category-label: Foreclosures [489,31,525,37]
category-label: Foreclosures [137,31,173,37]
notice-id: GPN11 [387,728,404,735]
notice-column [704,30,792,1582]
notice-id: GPN11 [563,397,580,404]
notice-paragraph: Nationstar Mortgage LLC is the holder of the Security Deed to the property in accordance with OCGA § 44-14-162.2. [706,296,790,322]
notice-paragraph: FN7361 9/3,10,17,24/2025 [445,436,507,442]
notice-paragraph: McCalla Raymer Leibert Pierce, LLC 1544 Old Alabama Road Roswell, GA 30076 www.foreclosurehotline.net [706,514,790,539]
notice-paragraph: The entity that has full authority to negotiate, amend, and modify all terms of the mortgage with the debtor is: M&T Bank, One Fountain Plaza, Buffalo, NY 14203, 800-724-1633. [618,553,701,591]
notice-paragraph: To the best knowledge and belief of the undersigned, the party in possession of the property is EDWARD J LAWSON and QUYNEL LAWSON or tenant(s); and said property is more commonly known as 6375 PAGE ROAD, UNION CITY, GEORGIA 30291. [178,546,261,596]
notice-paragraph: PENNYMAC LOAN SERVICES, LLC holds the duly endorsed Note and is the current assignee of the Deed to Secure Debt in the property. PENNYMAC LOAN SERVICES, LLC, acting on behalf of and, as necessary, in consultation with PENNYMAC LOAN SERVICES, LLC (the current investor on the loan), is the entity with the full authority to negotiate, amend, and modify all terms of the loan. Pursuant to O.C.G.A. § 44-14-162.2, PENNYMAC LOAN SERVICES, LLC may be contacted at: PENNYMAC LOAN SERVICES, LLC, 3043 TOWNSGATE ROAD, SUITE 200, WESTLAKE VILLAGE, CA 91361, 866-549-3583. Please note that, pursuant to O.C.G.A. § 44-14-162.2, the secured creditor is not required to amend or modify the terms of the loan. [178,405,261,545]
notice-paragraph: Aldridge Pite, LLP, Six Piedmont Center, 3525 Piedmont Road, N.E., Suite 700, Atlanta, Georgia 30305, (404) 994-7400. 1022-58741A [90,204,173,229]
column-header [266,30,349,39]
notice-paragraph: The sale will be conducted subject (1) to confirmation that the sale is not prohibited under the U.S. Bankruptcy Code and (2) to final confirmation and audit of the status of the loan with the holder of the security deed and (3) any right of redemption or other lien not extinguished by foreclosure. [2,216,85,271]
notice-id: GPN11 [123,284,140,291]
notice-paragraph: MR/I MA October 7, 2025 Our file no. 25-17659GA-FT5 [706,726,790,739]
publication-name: SOUTH FULTON/NORTHSIDE NEIGHBOR [296,7,532,19]
notice-paragraph: MEMBER FIRST MORTGAGE, LLC as Attorney in Fact for ANGELA M MEARIDY. [442,353,525,372]
notice-paragraph: The debt secured by said Security Deed has [706,949,790,962]
category-code: 9075 [618,31,631,37]
notice-column [440,30,528,1582]
notice-paragraph: amend or modify the terms of the loan (although not required by law to do so) is: PHH Mortgage Corporation. The Loan Servicer can be contacted at 1-800-750-2518 or by writing to 1661 Worthington Rd., Ste. 100, West Palm Beach, Florida 33409, to discuss possible alternatives to avoid foreclosure. [2,41,85,96]
category-code: 9075 [266,31,279,37]
notice-paragraph: ALL THAT TRACT OR PARCEL OF LAND LYING AND BEING IN LAND LOT 150 OF THE 14TH DISTRICT OF FULTON COUNTY, GEORGIA, BEING LOT 11, BLOCK D, OF HAMPTON OAKS SUBDIVISION, AS PER PLAT RECORDED IN PLAT BOOK 30, PAGE 70, FULTON COUNTY, GEORGIA RECORDS, WHICH PLAT IS INCORPORATED HEREIN BY REFERENCE AND MADE A PART HEREOF. [354,883,437,962]
notice-paragraph: ALL THAT TRACT OR PARCEL OF LAND LYING AND BEING IN LAND LOT 17 OF THE 14TH DISTRICT OF FULTON COUNTY, BEING LOT 10, BLOCK C, DEER CREEK ON HIGHPOINT SUBDIVISION, PHASE 3, AS PER PLAT RECORDED IN PLAT BOOK 139, PAGE 135, FULTON COUNTY RECORDS, WHICH PLAT IS REFERRED TO AND MADE A PART HEREOF. BEING THE SAME PREMISES CONVEYED TO THE GRANTOR HEREIN. [178,176,261,261]
